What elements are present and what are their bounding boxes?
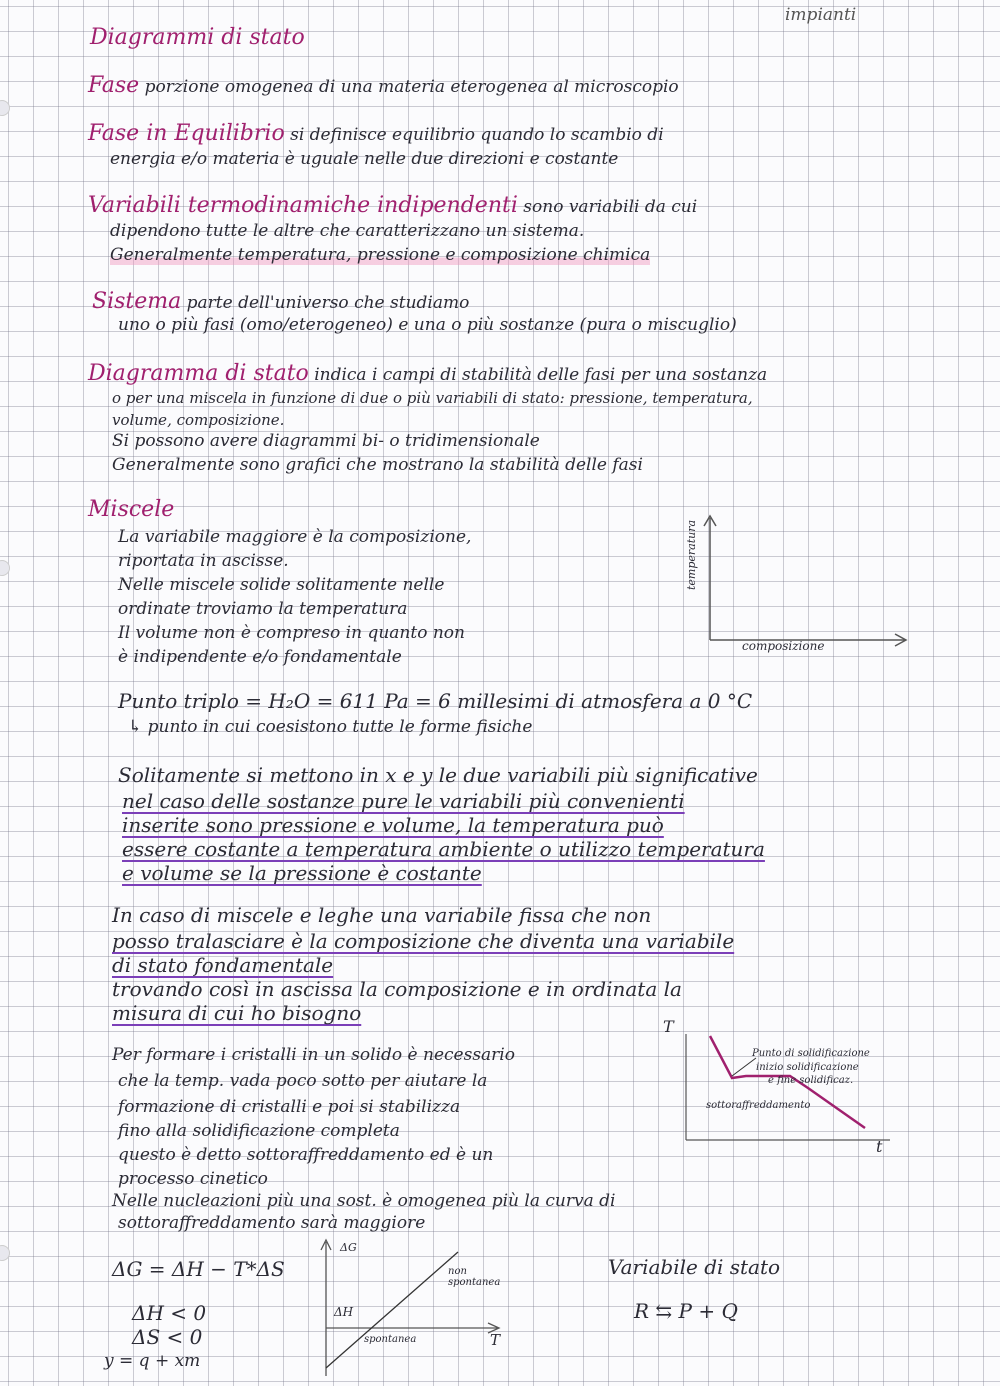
sistema-text2: uno o più fasi (omo/eterogeneo) e una o più sostanze (pura o miscuglio) (118, 315, 737, 335)
gibbs-cond1: ΔH < 0 (132, 1301, 207, 1325)
nucleazioni-line1: Nelle nucleazioni più una sost. è omogenea più la curva di (112, 1191, 616, 1211)
solitamente-line: Solitamente si mettono in x e y le due variabili più significative (118, 763, 758, 787)
cristalli-line: questo è detto sottoraffreddamento ed è un (118, 1145, 494, 1165)
solitamente-line: essere costante a temperatura ambiente o utilizzo temperatura (122, 837, 765, 861)
variabili-text1: sono variabili da cui (523, 197, 698, 217)
variabili-term: Variabili termodinamiche indipendenti (88, 193, 518, 218)
solitamente-line: inserite sono pressione e volume, la temperatura può (122, 813, 664, 837)
miscele-line: riportata in ascisse. (118, 551, 289, 571)
binder-hole (0, 1245, 10, 1261)
caso-miscele-line: trovando così in ascissa la composizione e in ordinata la (112, 977, 682, 1001)
equilibrio-text2: energia e/o materia è uguale nelle due direzioni e costante (110, 149, 619, 169)
gibbs-cond2: ΔS < 0 (132, 1325, 203, 1349)
miscele-line: ordinate troviamo la temperatura (118, 599, 408, 619)
cooling-ann-2: inizio solidificazione (756, 1062, 859, 1073)
caso-miscele-line: In caso di miscele e leghe una variabile fissa che non (112, 903, 652, 927)
miscele-line: Il volume non è compreso in quanto non (118, 623, 465, 643)
caso-miscele-line: posso tralasciare è la composizione che diventa una variabile (112, 929, 735, 953)
diagramma-line1 (88, 362, 767, 386)
binder-hole (0, 560, 10, 576)
gibbs-equation: ΔG = ΔH − T*ΔS (112, 1257, 285, 1281)
caso-miscele-line: di stato fondamentale (112, 953, 334, 977)
caso-miscele-line: misura di cui ho bisogno (112, 1001, 362, 1025)
graph-x-label: composizione (742, 639, 825, 653)
cristalli-line: Per formare i cristalli in un solido è necessario (112, 1045, 515, 1065)
variabile-stato-title: Variabile di stato (608, 1255, 781, 1279)
gibbs-label-non: non spontanea (448, 1266, 501, 1288)
cooling-ann-3: e fine solidificaz. (768, 1075, 854, 1086)
annotation-arrow (732, 1058, 756, 1076)
equilibrio-line1 (88, 122, 664, 146)
binder-hole (0, 100, 10, 116)
miscele-line: è indipendente e/o fondamentale (118, 647, 402, 667)
page-title: Diagrammi di stato (90, 25, 305, 50)
miscele-line: La variabile maggiore è la composizione, (118, 527, 472, 547)
cooling-ann-4: sottoraffreddamento (706, 1100, 811, 1111)
cristalli-line: che la temp. vada poco sotto per aiutare la (118, 1071, 488, 1091)
cooling-ann-1: Punto di solidificazione (752, 1048, 870, 1059)
cristalli-line: processo cinetico (118, 1169, 268, 1189)
gibbs-y-label: ΔG (340, 1241, 357, 1254)
miscele-line: Nelle miscele solide solitamente nelle (118, 575, 445, 595)
diagramma-text3: volume, composizione. (112, 411, 285, 429)
gibbs-dh-label: ΔH (334, 1305, 354, 1319)
gibbs-line-eq: y = q + xm (104, 1351, 201, 1371)
diagramma-text1: indica i campi di stabilità delle fasi per una sostanza (314, 365, 768, 385)
variabili-text2: dipendono tutte le altre che caratterizzano un sistema. (110, 221, 585, 241)
diagramma-text2: o per una miscela in funzione di due o più variabili di stato: pressione, temperatura, (112, 389, 753, 407)
punto-triplo-line2: ↳ punto in cui coesistono tutte le forme fisiche (128, 717, 533, 737)
graph-y-label: temperatura (685, 519, 698, 590)
sistema-line1 (92, 290, 469, 314)
equilibrio-text1: si definisce equilibrio quando lo scambio di (290, 125, 664, 145)
cooling-y-label: T (663, 1017, 674, 1036)
solitamente-line: e volume se la pressione è costante (122, 861, 482, 885)
cristalli-line: fino alla solidificazione completa (118, 1121, 400, 1141)
cooling-x-label: t (876, 1137, 883, 1156)
diagramma-text4: Si possono avere diagrammi bi- o tridimensionale (112, 431, 540, 451)
diagramma-text5: Generalmente sono grafici che mostrano la stabilità delle fasi (112, 455, 643, 475)
fase-text: porzione omogenea di una materia eterogenea al microscopio (144, 77, 679, 97)
variabili-text3: Generalmente temperatura, pressione e composizione chimica (110, 245, 651, 265)
variabile-stato-reaction: R ⇆ P + Q (634, 1299, 738, 1323)
nucleazioni-line2: sottoraffreddamento sarà maggiore (118, 1213, 426, 1233)
miscele-term: Miscele (88, 497, 175, 522)
variabili-line1 (88, 194, 697, 218)
sistema-term: Sistema (92, 289, 182, 314)
solitamente-line: nel caso delle sostanze pure le variabili più convenienti (122, 789, 685, 813)
corner-tag: impianti (785, 5, 857, 25)
sistema-text1: parte dell'universo che studiamo (186, 293, 470, 313)
gibbs-label-spont: spontanea (364, 1334, 417, 1345)
cristalli-line: formazione di cristalli e poi si stabilizza (118, 1097, 461, 1117)
fase-term: Fase (88, 73, 140, 98)
fase-block (88, 74, 679, 98)
punto-triplo-line1: Punto triplo = H₂O = 611 Pa = 6 millesimi di atmosfera a 0 °C (118, 689, 753, 713)
diagramma-term: Diagramma di stato (88, 361, 309, 386)
gibbs-x-label: T (490, 1331, 501, 1349)
equilibrio-term: Fase in Equilibrio (88, 121, 285, 146)
